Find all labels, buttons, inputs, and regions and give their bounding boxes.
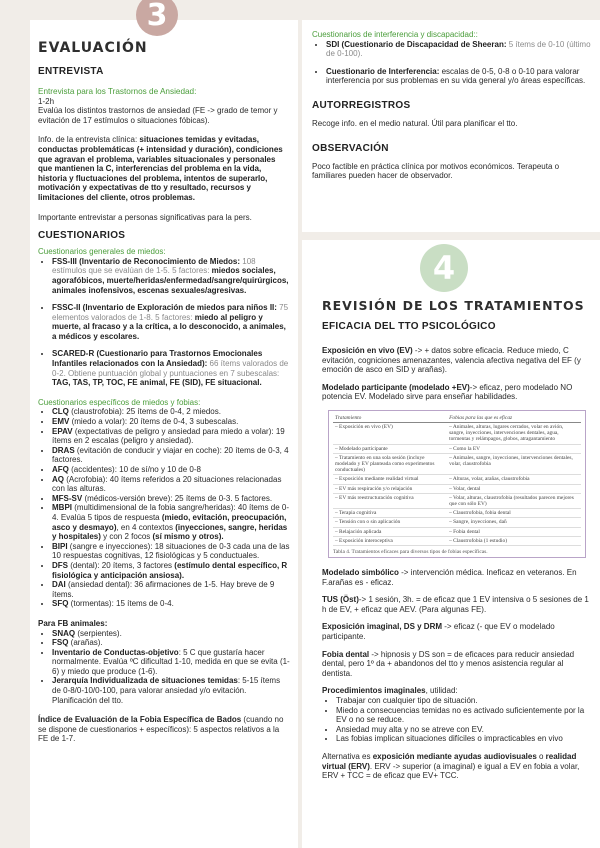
section-4-title: REVISIÓN DE LOS TRATAMIENTOS <box>322 298 585 313</box>
info-prefix: Info. de la entrevista clínica: <box>38 135 140 145</box>
list-item: • Trabajar con cualquier tipo de situación. <box>336 696 592 706</box>
fb-list <box>38 629 290 706</box>
table-header: Tratamiento <box>333 414 447 423</box>
list-item: • Inventario de Conductas-objetivo: 5 C que gustaría hacer normalmente. Evalúa ºC dificultad 1-10, medida en que se evita (1-6) y miedo que produce (1-6). <box>52 648 290 677</box>
especificos-list <box>38 407 290 608</box>
table-row: – Exposición mediante realidad virtual – Alturas, volar, arañas, claustrofobia <box>333 475 581 484</box>
table-row: – Modelado participante – Como la EV <box>333 444 581 453</box>
table-row: – Relajación aplicada – Fobia dental <box>333 527 581 536</box>
fb-title: Para FB animales: <box>38 618 108 628</box>
paragraph-modelado: Modelado participante (modelado +EV)-> eficaz, pero modelado NO potencia EV. Modelado sirve para enseñar habilidades. <box>322 382 573 402</box>
list-item: • SNAQ (serpientes). <box>52 629 290 639</box>
list-item: • EPAV (expectativas de peligro y ansiedad para miedo a volar): 19 ítems en 2 escalas (peligro y ansiedad). <box>52 427 290 446</box>
paragraph-alternativa: Alternativa es exposición mediante ayudas audiovisuales o realidad virtual (ERV). ERV -> superior (a imaginal) e igual a EV en fobia a volar, ERV + TCC = de eficaz que EV+ TCC. <box>322 751 580 781</box>
entrevista-note: Importante entrevistar a personas significativas para la pers. <box>38 212 252 222</box>
table-row: – EV más respiración y/o relajación – Volar, dental <box>333 484 581 493</box>
list-item: • DAI (ansiedad dental): 36 afirmaciones de 1-5. Hay breve de 9 ítems. <box>52 580 290 599</box>
section-3-title: EVALUACIÓN <box>38 40 148 56</box>
list-item: • FSS-III (Inventario de Reconocimiento de Miedos: 108 estímulos que se evalúan de 1-5. 5 factores: miedos sociales, agorafóbicos, muerte/heridas/enfermedad/sangre/quirúrgicos, animales inofensivos, escenas sexuales/agresivas. <box>52 257 290 295</box>
list-item: • SDI (Cuestionario de Discapacidad de Sheeran: 5 ítems de 0-10 (último de 0-100). <box>326 40 592 59</box>
section-4-panel <box>302 240 600 848</box>
paragraph-fobia-dental: Fobia dental -> hipnosis y DS son = de eficaces para reducir ansiedad dental, pero 1º da + abandonos del tto y menos asistencia regular al dentista. <box>322 649 575 678</box>
table-row: – Exposición en vivo (EV) – Animales, alturas, lugares cerrados, volar en avión, sangre, inyecciones, intervenciones dentales, agua, tormentas y relámpagos, globos, atragantamiento <box>333 422 581 444</box>
table-row: – EV más reestructuración cognitiva – Volar, alturas, claustrofobia (resultados parecen mejores que con sólo EV) <box>333 493 581 508</box>
list-item: • CLQ (claustrofobia): 25 ítems de 0-4, 2 miedos. <box>52 407 290 417</box>
list-item: • FSSC-II (Inventario de Exploración de miedos para niños II: 75 elementos valorados de 1-8. 5 factores: miedo al peligro y muerte, al fracaso y a la crítica, a lo desconocido, a animales, a médicos y escolares. <box>52 303 290 341</box>
entrevista-info <box>38 135 290 202</box>
paragraph-modelado-simbolico: Modelado simbólico -> intervención médica. Ineficaz en veteranos. En F.arañas es - eficaz. <box>322 568 577 587</box>
list-item: • SFQ (tormentas): 15 ítems de 0-4. <box>52 599 290 609</box>
list-item: • BIPI (sangre e inyecciones): 18 situaciones de 0-3 cada una de las 10 respuestas cognitivas, 12 fisiológicas y 5 conductuales. <box>52 542 290 561</box>
cuestionarios-heading: CUESTIONARIOS <box>38 230 126 242</box>
table-row: – Tensión con o sin aplicación – Sangre, inyecciones, dañ <box>333 518 581 527</box>
info-bold: situaciones temidas y evitadas, conductas problemáticas (+ intensidad y duración), condiciones que agravan el problema, variables situacionales y personales que mantienen la C, interferencias del problema en la vida, historia y fluctuaciones del problema, intentos de superarlo, motivación y expectativas de tto y resultado, recursos y limitaciones del cliente, otros problemas. <box>38 135 283 202</box>
list-item: • MBPI (multidimensional de la fobia sangre/heridas): 40 ítems de 0-4. Evalúa 5 tipos de respuesta (miedo, evitación, preocupación, asco y desmayo), en 4 contextos (inyecciones, sangre, heridas y hospitales) y con 2 focos (sí mismo y otros). <box>52 503 290 541</box>
right-top-panel <box>302 20 600 232</box>
section-3-panel <box>30 20 298 848</box>
paragraph-ev: Exposición en vivo (EV) -> + datos sobre eficacia. Reduce miedo, C evitación, cogniciones amenazantes, valencia afectiva negativa del EF (y emoción de asco en SID y arañas). <box>322 346 581 375</box>
list-item: • FSQ (arañas). <box>52 638 290 648</box>
table-row: – Tratamiento en una sola sesión (incluye modelado y EV planteada como experimentos conductuales) – Animales, sangre, inyecciones, intervenciones dentales, volar, claustrofobia <box>333 453 581 475</box>
paragraph-tus: TUS (Öst)-> 1 sesión, 3h. = de eficaz que 1 EV intensiva o 5 sesiones de 1 h de EV, + eficaz que AEV. (Para algunas FE). <box>322 595 589 614</box>
paragraph-procedimientos: Procedimientos imaginales, utilidad: <box>322 686 458 696</box>
list-item: • Las fobias implican situaciones difíciles o impracticables en vivo <box>336 734 592 744</box>
table-caption: Tabla 4. Tratamientos eficaces para diversos tipos de fobias específicas. <box>333 549 488 556</box>
paragraph-imaginal: Exposición imaginal, DS y DRM -> eficaz (- que EV o modelado participante. <box>322 622 555 641</box>
list-item: • Jerarquía Individualizada de situaciones temidas: 5-15 ítems de 0-8/0-10/0-100, para valorar ansiedad y/o evitación. Planificación del tto. <box>52 676 290 705</box>
section-4-number-badge: 4 <box>420 244 468 292</box>
list-item: • DFS (dental): 20 ítems, 3 factores (estímulo dental específico, R fisiológica y anticipación ansiosa). <box>52 561 290 580</box>
interferencia-title: Cuestionarios de interferencia y discapacidad:: <box>312 30 478 39</box>
entrevista-duration: 1-2h <box>38 96 55 106</box>
generales-list <box>38 257 290 388</box>
especificos-title: Cuestionarios específicos de miedos y fobias: <box>38 397 201 407</box>
autorregistros-heading: AUTORREGISTROS <box>312 99 411 111</box>
list-item: • DRAS (evitación de conducir y viajar en coche): 20 ítems de 0-3, 4 factores. <box>52 446 290 465</box>
observacion-text: Poco factible en práctica clínica por motivos económicos. Terapeuta o familiares pueden hacer de observador. <box>312 161 560 181</box>
section-4-subtitle: EFICACIA DEL TTO PSICOLÓGICO <box>322 321 496 332</box>
entrevista-subtitle: Entrevista para los Trastornos de Ansiedad: <box>38 87 197 96</box>
table-header: Fobias para las que es eficaz <box>447 414 581 423</box>
generales-title: Cuestionarios generales de miedos: <box>38 247 166 257</box>
list-item: • AQ (Acrofobia): 40 ítems referidos a 20 situaciones relacionadas con las alturas. <box>52 475 290 494</box>
table-row: – Terapia cognitiva – Claustrofobia, fobia dental <box>333 509 581 518</box>
section-3-number-badge: 3 <box>136 0 178 36</box>
indice-paragraph: Índice de Evaluación de la Fobia Específica de Bados (cuando no se dispone de cuestionarios + específicos): 5 aspectos relativos a la FE de 1-7. <box>38 715 284 744</box>
list-item: • MFS-SV (médicos-versión breve): 25 ítems de 0-3. 5 factores. <box>52 494 290 504</box>
interferencia-list <box>312 40 592 86</box>
list-item: • AFQ (accidentes): 10 de sí/no y 10 de 0-8 <box>52 465 290 475</box>
procedimientos-list <box>322 696 592 744</box>
list-item: • Cuestionario de Interferencia: escalas de 0-5, 0-8 o 0-10 para valorar interferencia por sus problemas en su vida general y/o áreas específicas. <box>326 67 592 86</box>
entrevista-description: Evalúa los distintos trastornos de ansiedad (FE -> grado de temor y evitación de 17 estímulos o situaciones fóbicas). <box>38 106 278 125</box>
table-row: – Exposición interoceptiva – Claustrofobia (1 estudio) <box>333 536 581 545</box>
treatments-table <box>328 410 586 558</box>
observacion-heading: OBSERVACIÓN <box>312 142 389 154</box>
list-item: • Miedo a consecuencias temidas no es activado suficientemente por la EV o no se reduce. <box>336 706 592 725</box>
list-item: • SCARED-R (Cuestionario para Trastornos Emocionales Infantiles relacionados con la Ansiedad): 66 ítems valorados de 0-2. Obtiene puntuación global y puntuaciones en 7 subescalas: TAG, TAS, TP, TOC, FE animal, FE (SID), FE situacional. <box>52 349 290 387</box>
list-item: • EMV (miedo a volar): 20 ítems de 0-4, 3 subescalas. <box>52 417 290 427</box>
list-item: • Ansiedad muy alta y no se atreve con EV. <box>336 725 592 735</box>
entrevista-heading: ENTREVISTA <box>38 66 104 77</box>
autorregistros-text: Recoge info. en el medio natural. Útil para planificar el tto. <box>312 118 518 128</box>
